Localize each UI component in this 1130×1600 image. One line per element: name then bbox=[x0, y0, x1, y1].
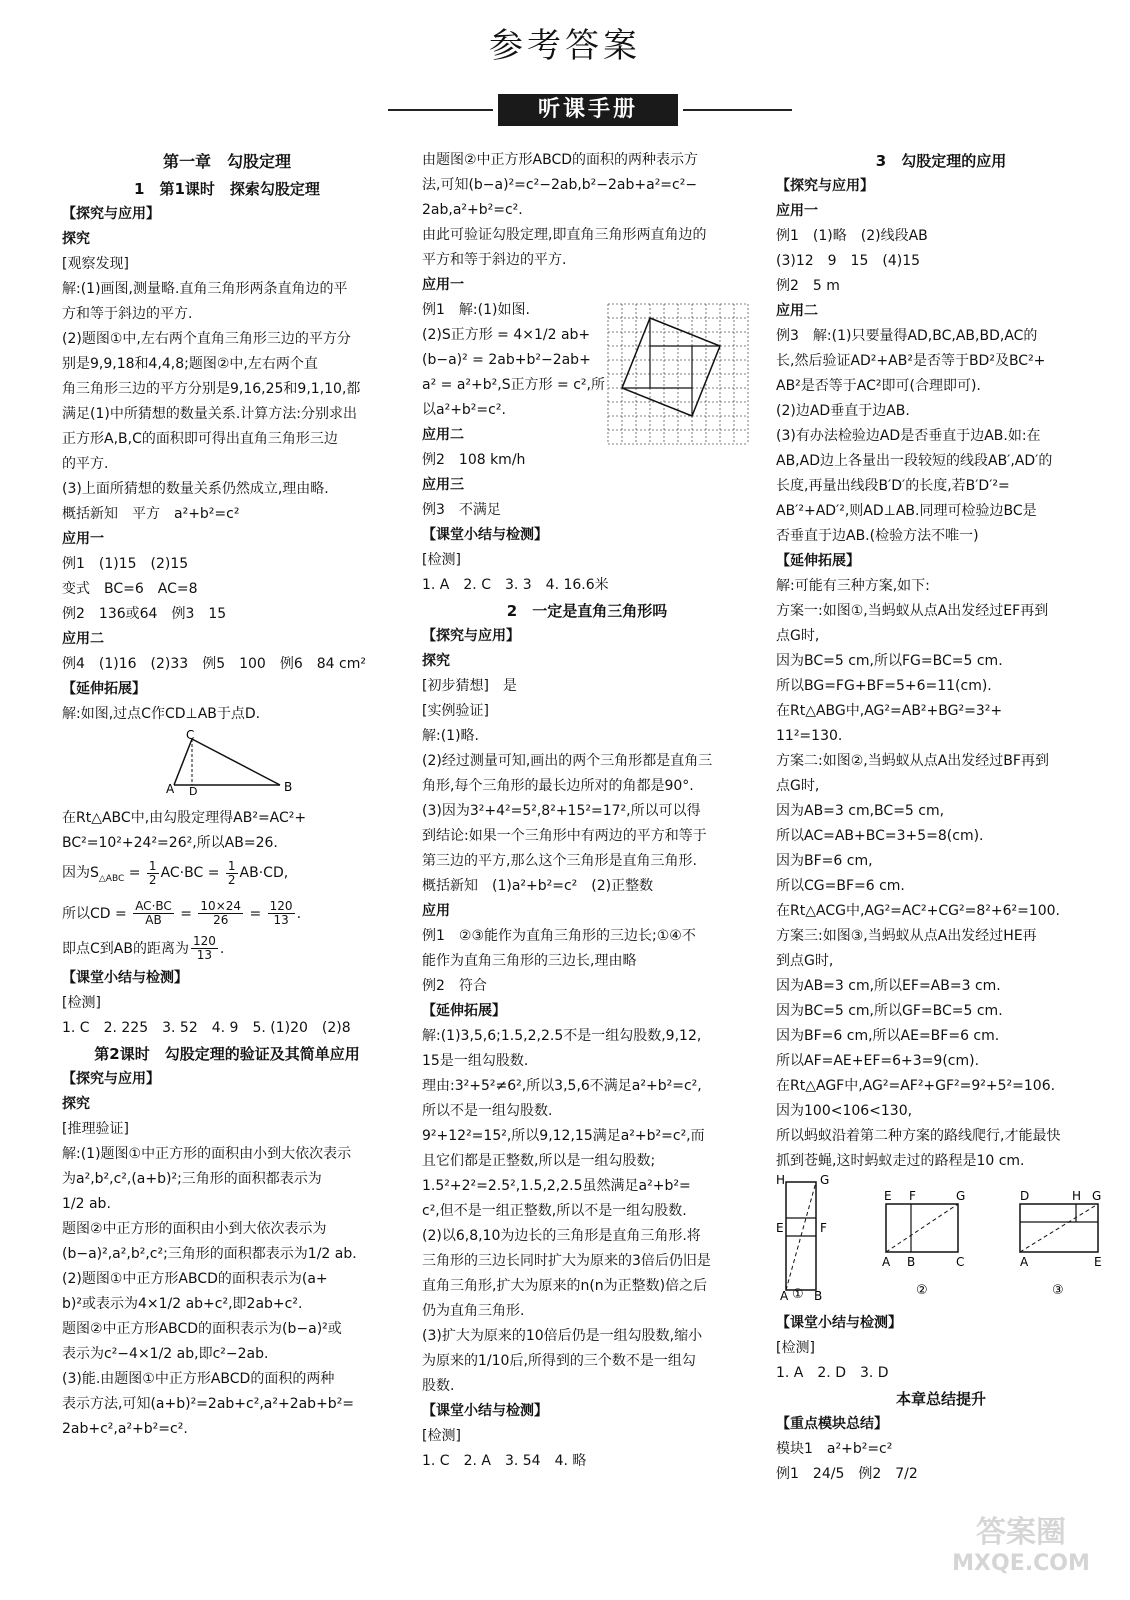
text-line: a² = a²+b²,S正方形 = c²,所 bbox=[422, 377, 605, 393]
text-line: 探究 bbox=[62, 1095, 90, 1112]
text-line: 例3 不满足 bbox=[422, 502, 501, 518]
column-1-top-text bbox=[62, 148, 392, 727]
text-line: 角形,每个三角形的最长边所对的角都是90°. bbox=[422, 778, 694, 794]
text-line: 解:可能有三种方案,如下: bbox=[776, 578, 930, 594]
text-line: 应用一 bbox=[422, 277, 464, 293]
text-line: 例2 5 m bbox=[776, 278, 840, 294]
fig-label-2: ② bbox=[916, 1283, 928, 1298]
text-line: 三角形的三边长同时扩大为原来的3倍后仍旧是 bbox=[422, 1253, 711, 1269]
text-line: 【延伸拓展】 bbox=[776, 553, 860, 569]
text-line: 在Rt△ABC中,由勾股定理得AB²=AC²+ bbox=[62, 810, 307, 826]
text-line: 为原来的1/10后,所得到的三个数不是一组勾 bbox=[422, 1353, 696, 1369]
text-line: (2)以6,8,10为边长的三角形是直角三角形.将 bbox=[422, 1228, 701, 1244]
text-line: 例1 ②③能作为直角三角形的三边长;①④不 bbox=[422, 928, 696, 944]
text-line: 本章总结提升 bbox=[895, 1390, 986, 1408]
text-line: 因为BF=6 cm, bbox=[776, 853, 873, 869]
text-line: [实例验证] bbox=[422, 703, 489, 719]
text-line: 在Rt△ACG中,AG²=AC²+CG²=8²+6²=100. bbox=[776, 903, 1060, 919]
text-line: 满足(1)中所猜想的数量关系.计算方法:分别求出 bbox=[62, 406, 357, 422]
column-3 bbox=[776, 148, 1106, 1487]
text-line: [检测] bbox=[776, 1340, 815, 1356]
text-line: b)²或表示为4×1/2 ab+c²,即2ab+c². bbox=[62, 1295, 303, 1312]
text-line: 【延伸拓展】 bbox=[62, 681, 146, 697]
text-line: 题图②中正方形的面积由小到大依次表示为 bbox=[62, 1220, 327, 1237]
text-line: (2)S正方形 = 4×1/2 ab+ bbox=[422, 327, 591, 343]
text-line: (b−a)² = 2ab+b²−2ab+ bbox=[422, 352, 591, 368]
text-line: 第三边的平方,那么这个三角形是直角三角形. bbox=[422, 853, 697, 869]
text-line: 【课堂小结与检测】 bbox=[776, 1315, 902, 1331]
text-line: 题图②中正方形ABCD的面积表示为(b−a)²或 bbox=[62, 1320, 342, 1337]
text-line: 表示为c²−4×1/2 ab,即c²−2ab. bbox=[62, 1345, 269, 1362]
text-line: [检测] bbox=[422, 552, 461, 568]
triangle-figure bbox=[62, 727, 392, 797]
text-line: 1. A 2. C 3. 3 4. 16.6米 bbox=[422, 577, 609, 593]
svg-text:MXQE.COM: MXQE.COM bbox=[952, 1551, 1090, 1576]
text-line: 仍为直角三角形. bbox=[422, 1303, 525, 1319]
text-line: (3)上面所猜想的数量关系仍然成立,理由略. bbox=[62, 481, 329, 497]
text-line: 例3 解:(1)只要量得AD,BC,AB,BD,AC的 bbox=[776, 328, 1038, 344]
box-unfold-figures bbox=[776, 1174, 1106, 1302]
text-line: 1 第1课时 探索勾股定理 bbox=[134, 180, 320, 198]
svg-text:E: E bbox=[1094, 1255, 1102, 1269]
text-line: 例2 108 km/h bbox=[422, 452, 526, 468]
text-line: 因为BC=5 cm,所以GF=BC=5 cm. bbox=[776, 1003, 1003, 1019]
svg-text:B: B bbox=[814, 1289, 823, 1302]
text-line: 否垂直于边AB.(检验方法不唯一) bbox=[776, 528, 979, 544]
column-1-mid-text bbox=[62, 806, 392, 856]
text-line: 应用一 bbox=[776, 203, 818, 219]
text-line: 抓到苍蝇,这时蚂蚁走过的路程是10 cm. bbox=[776, 1153, 1025, 1169]
column-2 bbox=[422, 148, 752, 1474]
text-line: 所以AC=AB+BC=3+5=8(cm). bbox=[776, 828, 984, 844]
column-3-bottom-text bbox=[776, 1311, 1106, 1487]
svg-text:A: A bbox=[780, 1289, 789, 1302]
text-line: 11²=130. bbox=[776, 728, 843, 744]
text-line: 因为BC=5 cm,所以FG=BC=5 cm. bbox=[776, 653, 1003, 669]
svg-text:F: F bbox=[820, 1221, 827, 1235]
text-line: 且它们都是正整数,所以是一组勾股数; bbox=[422, 1153, 656, 1169]
svg-text:G: G bbox=[1092, 1189, 1102, 1203]
text-line: (3)能.由题图①中正方形ABCD的面积的两种 bbox=[62, 1370, 335, 1387]
text-line: 所以蚂蚁沿着第二种方案的路线爬行,才能最快 bbox=[776, 1128, 1061, 1144]
banner-right-rule bbox=[683, 109, 792, 111]
text-line: 2 一定是直角三角形吗 bbox=[506, 602, 668, 620]
text-line: 2ab+c²,a²+b²=c². bbox=[62, 1420, 188, 1437]
column-1 bbox=[62, 148, 392, 1442]
text-line: 到结论:如果一个三角形中有两边的平方和等于 bbox=[422, 828, 707, 844]
text-line: (3)因为3²+4²=5²,8²+15²=17²,所以可以得 bbox=[422, 803, 701, 819]
text-line: 由此可验证勾股定理,即直角三角形两直角边的 bbox=[422, 227, 707, 243]
text-line: (3)12 9 15 (4)15 bbox=[776, 253, 921, 269]
text-line: 1.5²+2²=2.5²,1.5,2,2.5虽然满足a²+b²= bbox=[422, 1178, 691, 1194]
text-line: 表示方法,可知(a+b)²=2ab+c²,a²+2ab+b²= bbox=[62, 1395, 355, 1412]
text-line: 应用一 bbox=[62, 531, 104, 547]
svg-text:D: D bbox=[1020, 1189, 1030, 1203]
text-line: [检测] bbox=[62, 994, 101, 1011]
text-line: 点G时, bbox=[776, 778, 820, 794]
text-line: AB′²+AD′²,则AD⊥AB.同理可检验边BC是 bbox=[776, 503, 1037, 519]
area-equation: 因为$S_{\triangle ABC}$ = $\frac{1}{2}$ AC·BC = $\frac{1}{2}$ AB·CD, bbox=[62, 858, 289, 887]
text-line: 解:(1)3,5,6;1.5,2,2.5不是一组勾股数,9,12, bbox=[422, 1028, 702, 1044]
text-line: 例1 24/5 例2 7/2 bbox=[776, 1466, 918, 1482]
text-line: 【探究与应用】 bbox=[776, 178, 874, 194]
text-line: 因为AB=3 cm,BC=5 cm, bbox=[776, 803, 945, 819]
text-line: (2)题图①中正方形ABCD的面积表示为(a+ bbox=[62, 1270, 328, 1287]
svg-text:C: C bbox=[186, 728, 195, 742]
svg-text:B: B bbox=[907, 1255, 916, 1269]
svg-text:B: B bbox=[284, 780, 293, 794]
text-line: c²,但不是一组正整数,所以不是一组勾股数. bbox=[422, 1203, 687, 1219]
text-line: 别是9,9,18和4,4,8;题图②中,左右两个直 bbox=[62, 356, 318, 372]
text-line: 【课堂小结与检测】 bbox=[62, 969, 188, 986]
text-line: (2)题图①中,左右两个直角三角形三边的平方分 bbox=[62, 331, 351, 347]
text-line: 应用二 bbox=[776, 303, 818, 319]
text-line: 能作为直角三角形的三边长,理由略 bbox=[422, 953, 637, 969]
text-line: [推理验证] bbox=[62, 1120, 129, 1137]
text-line: 法,可知(b−a)²=c²−2ab,b²−2ab+a²=c²− bbox=[422, 177, 698, 193]
text-line: 2ab,a²+b²=c². bbox=[422, 202, 523, 218]
text-line: 例2 136或64 例3 15 bbox=[62, 606, 227, 622]
cd-equation: 所以CD = $\frac{AC\cdot BC}{AB}$ = $\frac{10\times 24}{26}$ = $\frac{120}{13}$ . bbox=[62, 899, 302, 928]
svg-text:H: H bbox=[776, 1174, 786, 1187]
text-line: 在Rt△ABG中,AG²=AB²+BG²=3²+ bbox=[776, 703, 1003, 719]
text-line: 1. A 2. D 3. D bbox=[776, 1365, 889, 1381]
text-line: 探究 bbox=[422, 653, 450, 669]
svg-text:F: F bbox=[909, 1189, 916, 1203]
watermark-logo bbox=[926, 1508, 1116, 1578]
section-banner bbox=[388, 92, 792, 128]
text-line: 方案三:如图③,当蚂蚁从点A出发经过HE再 bbox=[776, 928, 1037, 944]
svg-text:E: E bbox=[776, 1221, 784, 1235]
svg-text:E: E bbox=[884, 1189, 892, 1203]
svg-text:答案圈: 答案圈 bbox=[976, 1515, 1066, 1550]
page-title: 参考答案 bbox=[489, 26, 641, 66]
text-line: 15是一组勾股数. bbox=[422, 1053, 529, 1069]
text-line: 方案二:如图②,当蚂蚁从点A出发经过BF再到 bbox=[776, 753, 1049, 769]
text-line: 解:如图,过点C作CD⊥AB于点D. bbox=[62, 706, 261, 722]
distance-equation: 即点C到AB的距离为 $\frac{120}{13}$ . bbox=[62, 934, 225, 963]
text-line: 例1 解:(1)如图. bbox=[422, 302, 530, 318]
column-3-top-text bbox=[776, 148, 1106, 1174]
text-line: 【探究与应用】 bbox=[62, 1070, 160, 1087]
text-line: 股数. bbox=[422, 1378, 455, 1394]
text-line: 在Rt△AGF中,AG²=AF²+GF²=9²+5²=106. bbox=[776, 1078, 1056, 1094]
text-line: 解:(1)略. bbox=[422, 728, 479, 744]
text-line: 为a²,b²,c²,(a+b)²;三角形的面积都表示为 bbox=[62, 1170, 322, 1187]
text-line: 应用二 bbox=[62, 631, 104, 647]
text-line: 理由:3²+5²≠6²,所以3,5,6不满足a²+b²=c², bbox=[422, 1078, 702, 1094]
text-line: 【课堂小结与检测】 bbox=[422, 1403, 548, 1419]
text-line: 1. C 2. 225 3. 52 4. 9 5. (1)20 (2)8 bbox=[62, 1019, 351, 1036]
text-line: 角三角形三边的平方分别是9,16,25和9,1,10,都 bbox=[62, 381, 361, 397]
text-line: 变式 BC=6 AC=8 bbox=[62, 581, 198, 597]
text-line: 第2课时 勾股定理的验证及其简单应用 bbox=[94, 1044, 360, 1063]
svg-text:H: H bbox=[1072, 1189, 1082, 1203]
text-line: 9²+12²=15²,所以9,12,15满足a²+b²=c²,而 bbox=[422, 1128, 705, 1144]
text-line: 概括新知 (1)a²+b²=c² (2)正整数 bbox=[422, 878, 654, 894]
text-line: 长,然后验证AD²+AB²是否等于BD²及BC²+ bbox=[776, 353, 1046, 369]
text-line: BC²=10²+24²=26²,所以AB=26. bbox=[62, 835, 278, 851]
text-line: 例1 (1)略 (2)线段AB bbox=[776, 228, 928, 244]
text-line: AB²是否等于AC²即可(合理即可). bbox=[776, 378, 981, 394]
svg-text:A: A bbox=[166, 782, 175, 796]
text-line: (2)经过测量可知,画出的两个三角形都是直角三 bbox=[422, 753, 713, 769]
text-line: 到点G时, bbox=[776, 953, 834, 969]
text-line: 应用三 bbox=[422, 477, 464, 493]
text-line: (3)有办法检验边AD是否垂直于边AB.如:在 bbox=[776, 428, 1041, 444]
text-line: 所以AF=AE+EF=6+3=9(cm). bbox=[776, 1053, 980, 1069]
text-line: (3)扩大为原来的10倍后仍是一组勾股数,缩小 bbox=[422, 1328, 703, 1344]
text-line: [初步猜想] 是 bbox=[422, 678, 517, 694]
text-line: 解:(1)题图①中正方形的面积由小到大依次表示 bbox=[62, 1145, 352, 1162]
text-line: 例2 符合 bbox=[422, 978, 487, 994]
svg-text:A: A bbox=[882, 1255, 891, 1269]
text-line: 【课堂小结与检测】 bbox=[422, 527, 548, 543]
text-line: 长度,再量出线段B′D′的长度,若B′D′²= bbox=[776, 478, 1010, 494]
fig-label-1: ① bbox=[792, 1287, 804, 1302]
text-line: [检测] bbox=[422, 1428, 461, 1444]
text-line: 因为BF=6 cm,所以AE=BF=6 cm. bbox=[776, 1028, 1000, 1044]
text-line: 因为AB=3 cm,所以EF=AB=3 cm. bbox=[776, 978, 1001, 994]
banner-left-rule bbox=[388, 109, 493, 111]
text-line: 第一章 勾股定理 bbox=[162, 152, 291, 171]
text-line: 3 勾股定理的应用 bbox=[875, 152, 1007, 170]
text-line: [观察发现] bbox=[62, 256, 129, 272]
fig-label-3: ③ bbox=[1052, 1283, 1064, 1298]
text-line: 探究 bbox=[62, 231, 90, 247]
text-line: (b−a)²,a²,b²,c²;三角形的面积都表示为1/2 ab. bbox=[62, 1245, 357, 1262]
text-line: 直角三角形,扩大为原来的n(n为正整数)倍之后 bbox=[422, 1278, 708, 1294]
svg-text:A: A bbox=[1020, 1255, 1029, 1269]
text-line: 例1 (1)15 (2)15 bbox=[62, 556, 189, 572]
text-line: 平方和等于斜边的平方. bbox=[422, 252, 567, 268]
svg-text:C: C bbox=[956, 1255, 965, 1269]
svg-text:G: G bbox=[820, 1174, 830, 1187]
text-line: 的平方. bbox=[62, 456, 109, 472]
text-line: 方案一:如图①,当蚂蚁从点A出发经过EF再到 bbox=[776, 603, 1049, 619]
text-line: 应用二 bbox=[422, 427, 464, 443]
grid-square-figure bbox=[604, 300, 752, 448]
text-line: 以a²+b²=c². bbox=[422, 402, 506, 418]
text-line: 点G时, bbox=[776, 628, 820, 644]
column-1-bottom-text bbox=[62, 966, 392, 1442]
text-line: AB,AD边上各量出一段较短的线段AB′,AD′的 bbox=[776, 453, 1053, 469]
text-line: 1/2 ab. bbox=[62, 1195, 111, 1212]
text-line: 【重点模块总结】 bbox=[776, 1416, 888, 1432]
text-line: 由题图②中正方形ABCD的面积的两种表示方 bbox=[422, 152, 699, 168]
text-line: 方和等于斜边的平方. bbox=[62, 306, 193, 322]
text-line: 所以BG=FG+BF=5+6=11(cm). bbox=[776, 678, 992, 694]
text-line: 正方形A,B,C的面积即可得出直角三角形三边 bbox=[62, 431, 338, 447]
svg-text:G: G bbox=[956, 1189, 966, 1203]
text-line: 应用 bbox=[422, 903, 450, 919]
text-line: 因为100<106<130, bbox=[776, 1103, 913, 1119]
svg-text:D: D bbox=[189, 785, 198, 797]
text-line: 概括新知 平方 a²+b²=c² bbox=[62, 506, 240, 522]
text-line: 1. C 2. A 3. 54 4. 略 bbox=[422, 1453, 587, 1469]
text-line: 模块1 a²+b²=c² bbox=[776, 1441, 893, 1457]
banner-label: 听课手册 bbox=[498, 94, 678, 126]
text-line: 所以CG=BF=6 cm. bbox=[776, 878, 905, 894]
text-line: 例4 (1)16 (2)33 例5 100 例6 84 cm² bbox=[62, 656, 366, 672]
text-line: 【探究与应用】 bbox=[422, 628, 520, 644]
text-line: (2)边AD垂直于边AB. bbox=[776, 403, 910, 419]
text-line: 【探究与应用】 bbox=[62, 206, 160, 222]
text-line: 解:(1)画图,测量略.直角三角形两条直角边的平 bbox=[62, 281, 348, 297]
text-line: 【延伸拓展】 bbox=[422, 1003, 506, 1019]
text-line: 所以不是一组勾股数. bbox=[422, 1103, 553, 1119]
